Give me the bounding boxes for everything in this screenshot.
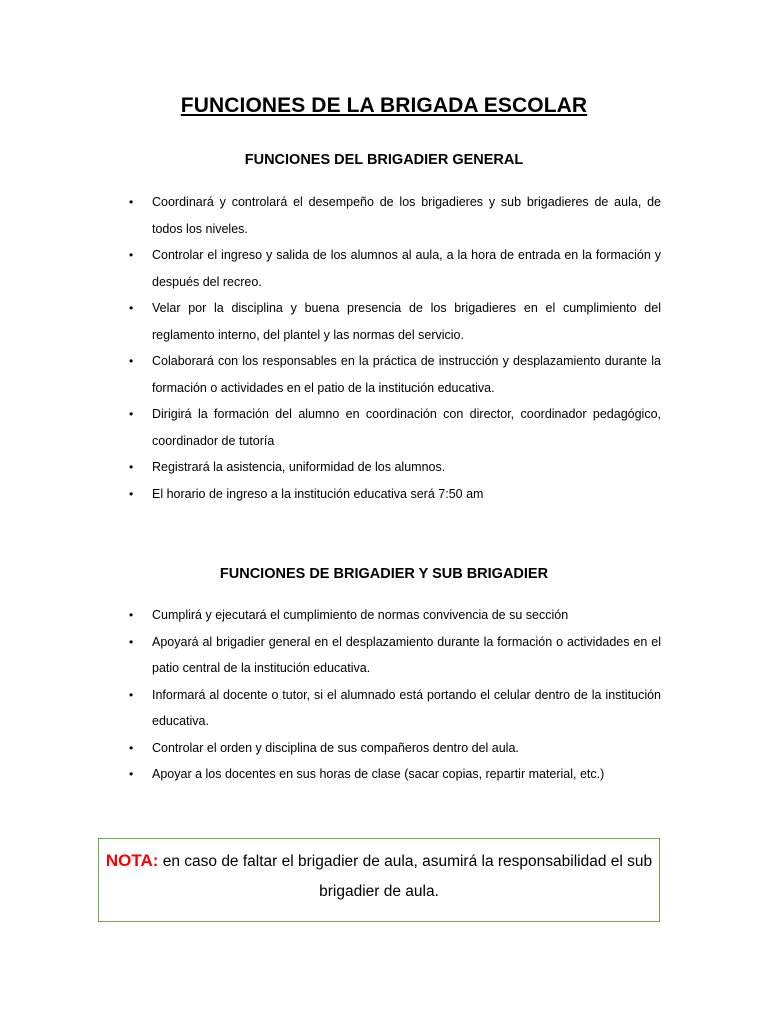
list-item-text: Apoyar a los docentes en sus horas de clase (sacar copias, repartir material, etc.) [152, 767, 605, 781]
list-item-text: Colaborará con los responsables en la práctica de instrucción y desplazamiento durante la formación o actividades en el patio de la institución educativa. [152, 354, 661, 395]
list-item-text: Dirigirá la formación del alumno en coordinación con director, coordinador pedagógico, coordinador de tutoría [152, 407, 661, 448]
bullet-icon: • [129, 767, 134, 781]
note-label: NOTA: [105, 851, 159, 870]
bullet-icon: • [129, 687, 134, 702]
bullet-icon: • [129, 354, 134, 368]
bullet-icon: • [129, 195, 134, 209]
list-item [129, 454, 661, 481]
list-item [129, 348, 661, 401]
list-item [129, 735, 661, 762]
list-item-text: Velar por la disciplina y buena presencia de los brigadieres en el cumplimiento del reglamento interno, del plantel y las normas del servicio. [152, 301, 661, 342]
list-item [129, 401, 661, 454]
bullet-icon: • [129, 486, 134, 501]
section-title-brigadier-sub-brigadier: FUNCIONES DE BRIGADIER Y SUB BRIGADIER [219, 566, 549, 582]
bullet-icon: • [129, 608, 134, 622]
list-item-text: Controlar el orden y disciplina de sus compañeros dentro del aula. [152, 740, 519, 755]
bullet-icon: • [129, 301, 134, 315]
list-item [129, 761, 661, 788]
list-item-text: Coordinará y controlará el desempeño de los brigadieres y sub brigadieres de aula, de todos los niveles. [152, 195, 661, 236]
note-box [98, 838, 660, 922]
list-item [129, 629, 661, 682]
document-title: FUNCIONES DE LA BRIGADA ESCOLAR [180, 94, 588, 117]
bullet-icon: • [129, 248, 134, 262]
brigadier-general-functions-list [129, 189, 661, 507]
note-text: en caso de faltar el brigadier de aula, asumirá la responsabilidad el sub brigadier de aula. [162, 853, 653, 900]
list-item-text: Registrará la asistencia, uniformidad de los alumnos. [152, 460, 446, 474]
bullet-icon: • [129, 634, 134, 649]
list-item-text: Apoyará al brigadier general en el desplazamiento durante la formación o actividades en el patio central de la institución educativa. [152, 634, 661, 675]
list-item [129, 189, 661, 242]
list-item [129, 602, 661, 629]
section-title-brigadier-general: FUNCIONES DEL BRIGADIER GENERAL [244, 152, 524, 168]
list-item-text: Informará al docente o tutor, si el alumnado está portando el celular dentro de la institución educativa. [152, 687, 661, 728]
bullet-icon: • [129, 407, 134, 421]
list-item-text: Controlar el ingreso y salida de los alumnos al aula, a la hora de entrada en la formación y después del recreo. [152, 248, 661, 289]
list-item-text: El horario de ingreso a la institución educativa será 7:50 am [152, 486, 484, 501]
list-item [129, 242, 661, 295]
list-item [129, 481, 661, 508]
bullet-icon: • [129, 740, 134, 755]
list-item [129, 682, 661, 735]
brigadier-sub-brigadier-functions-list [129, 602, 661, 788]
list-item-text: Cumplirá y ejecutará el cumplimiento de normas convivencia de su sección [152, 608, 569, 622]
list-item [129, 295, 661, 348]
bullet-icon: • [129, 460, 134, 474]
